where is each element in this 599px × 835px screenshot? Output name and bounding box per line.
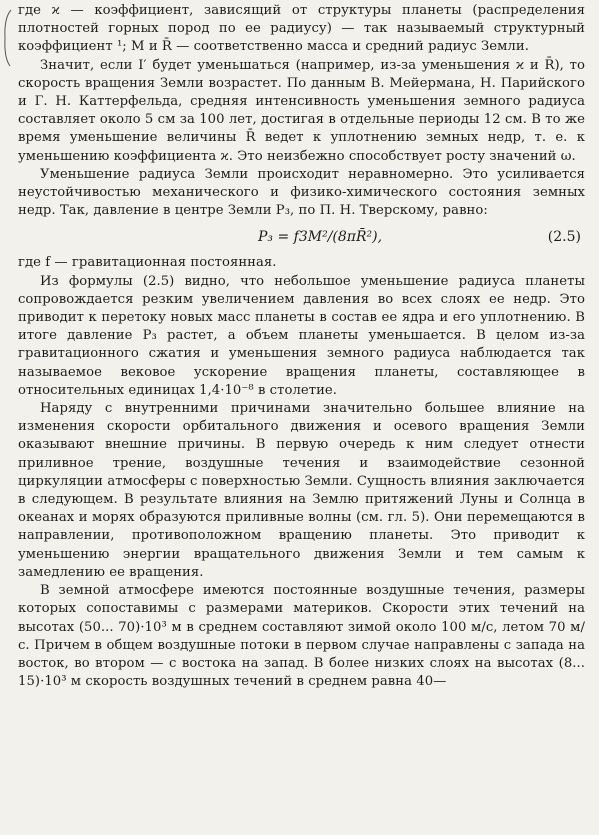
paragraph-5: Из формулы (2.5) видно, что небольшое уменьшение радиуса планеты сопровождается резким увеличением давления во всех слоях ее недр. Это приводит к перетоку новых масс планеты в состав ее ядра и его уплотнению. В итоге давление P₃ растет, а объем планеты уменьшается. В целом из-за гравитационного сжатия и уменьшения земного радиуса наблюдается так называемое вековое ускорение вращения планеты, составляющее в относительных единицах 1,4·10⁻⁸ в столетие. xyxy=(18,273,585,398)
formula-2-5 xyxy=(18,222,585,252)
paragraph-3: Уменьшение радиуса Земли происходит неравномерно. Это усиливается неустойчивостью механического и физико-химического состояния земных недр. Так, давление в центре Земли P₃, по П. Н. Тверскому, равно: xyxy=(18,166,585,219)
paragraph-4: где f — гравитационная постоянная. xyxy=(18,255,277,271)
paragraph-2: Значит, если I′ будет уменьшаться (например, из-за уменьшения ϰ и R̄), то скорость вращения Земли возрастет. По данным В. Мейермана, Н. Парийского и Г. Н. Каттерфельда, средняя интенсивность уменьшения земного радиуса составляет около 5 см за 100 лет, достигая в отдельные периоды 12 см. В то же время уменьшение величины R̄ ведет к уплотнению земных недр, т. е. к уменьшению коэффициента ϰ. Это неизбежно способствует росту значений ω. xyxy=(18,57,585,164)
margin-bracket-mark xyxy=(2,8,12,68)
formula-expression: P₃ = f3M²/(8πR̄²), xyxy=(258,229,383,246)
formula-number: (2.5) xyxy=(547,229,581,246)
paragraph-7: В земной атмосфере имеются постоянные воздушные течения, размеры которых сопоставимы с размерами материков. Скорости этих течений на высотах (50... 70)·10³ м в среднем составляют зимой около 100 м/с, летом 70 м/с. Причем в общем воздушные потоки в первом случае направлены с запада на восток, во втором — с востока на запад. В более низких слоях на высотах (8... 15)·10³ м скорость воздушных течений в среднем равна 40— xyxy=(18,583,585,690)
paragraph-1: где ϰ — коэффициент, зависящий от структуры планеты (распределения плотностей горных пород по ее радиусу) — так называемый структурный коэффициент ¹; M и R̄ — соответственно масса и средний радиус Земли. xyxy=(18,3,585,55)
paragraph-6: Наряду с внутренними причинами значительно большее влияние на изменения скорости орбитального движения и осевого вращения Земли оказывают внешние причины. В первую очередь к ним следует отнести приливное трение, воздушные течения и взаимодействие сезонной циркуляции атмосферы с поверхностью Земли. Сущность влияния заключается в следующем. В результате влияния на Землю притяжений Луны и Солнца в океанах и морях образуются приливные волны (см. гл. 5). Они перемещаются в направлении, противоположном вращению планеты. Это приводит к уменьшению энергии вращательного движения Земли и тем самым к замедлению ее вращения. xyxy=(18,401,585,580)
